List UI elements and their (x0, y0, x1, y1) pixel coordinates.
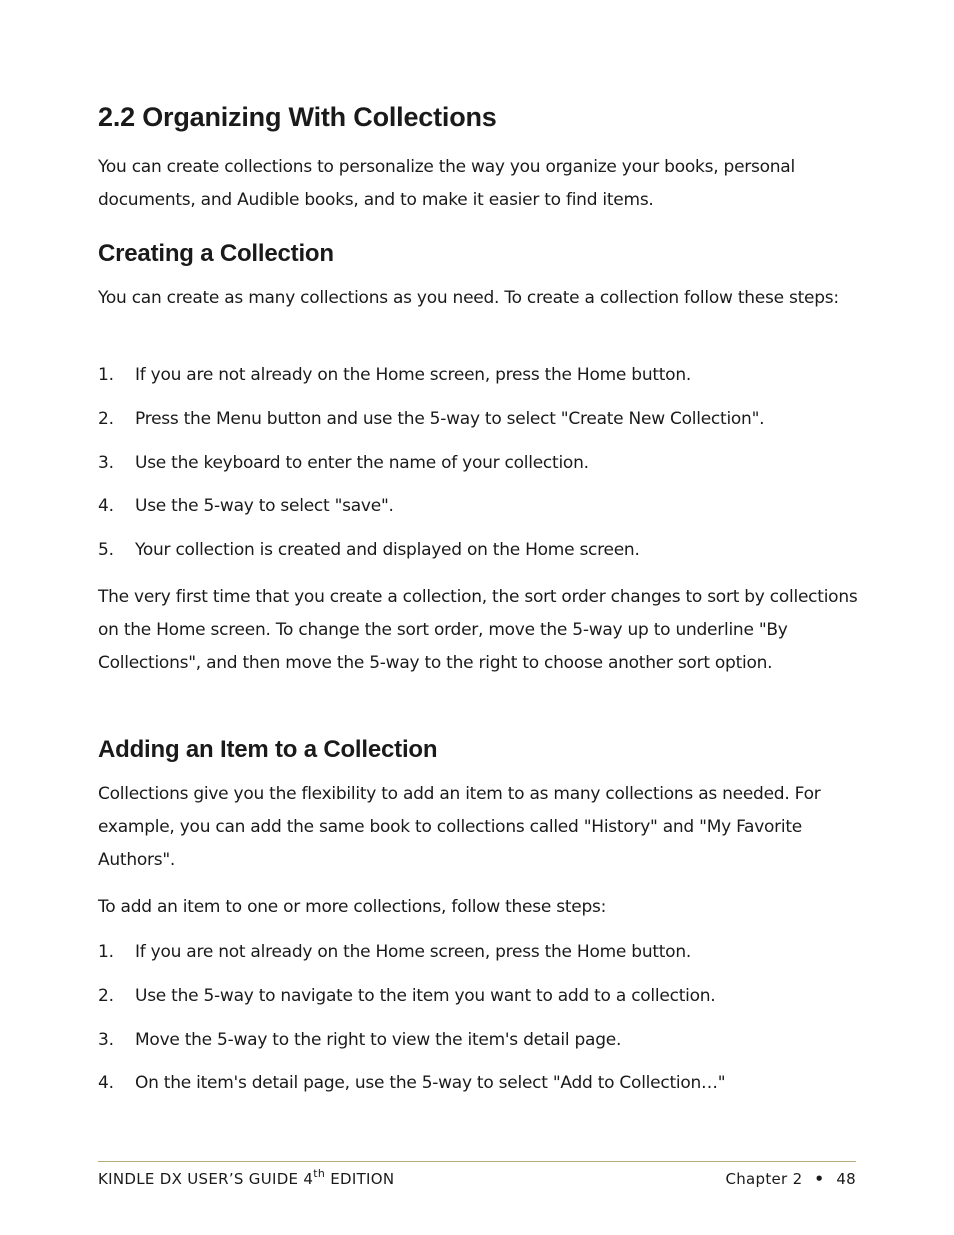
step-number: 4. (98, 1073, 114, 1093)
step-number: 1. (98, 365, 114, 385)
guide-name: KINDLE DX USER’S GUIDE 4 (98, 1170, 314, 1188)
step-text: Use the 5-way to select "save". (135, 496, 394, 516)
step-text: Your collection is created and displayed on the Home screen. (135, 540, 640, 560)
step-number: 2. (98, 409, 114, 429)
footer-rule (98, 1161, 856, 1162)
section-intro: You can create collections to personalize the way you organize your books, personal documents, and Audible books, and to make it easier to find items. (98, 157, 795, 210)
separator-dot: • (814, 1170, 825, 1188)
edition-label: EDITION (325, 1170, 395, 1188)
step-text: If you are not already on the Home screen, press the Home button. (135, 365, 691, 385)
footer-guide-title (98, 1167, 395, 1188)
step-number: 2. (98, 986, 114, 1006)
step-number: 1. (98, 942, 114, 962)
step-number: 3. (98, 1030, 114, 1050)
creating-intro: You can create as many collections as you need. To create a collection follow these steps: (98, 288, 839, 308)
edition-suffix: th (313, 1167, 326, 1180)
step-number: 4. (98, 496, 114, 516)
chapter-label: Chapter 2 (725, 1170, 803, 1188)
step-text: On the item's detail page, use the 5-way to select "Add to Collection…" (135, 1073, 726, 1093)
sort-order-note: The very first time that you create a collection, the sort order changes to sort by collections on the Home screen. To change the sort order, move the 5-way up to underline "By Collections", and then move the 5-way to the right to choose another sort option. (98, 587, 858, 673)
footer-page-info (725, 1170, 856, 1188)
adding-lead: To add an item to one or more collections, follow these steps: (98, 897, 607, 917)
step-number: 5. (98, 540, 114, 560)
creating-heading: Creating a Collection (98, 240, 334, 267)
section-title: 2.2 Organizing With Collections (98, 102, 497, 132)
step-number: 3. (98, 453, 114, 473)
step-text: Use the 5-way to navigate to the item you want to add to a collection. (135, 986, 716, 1006)
adding-intro: Collections give you the flexibility to add an item to as many collections as needed. For example, you can add the same book to collections called "History" and "My Favorite Authors". (98, 784, 821, 870)
step-text: Use the keyboard to enter the name of your collection. (135, 453, 589, 473)
step-text: Press the Menu button and use the 5-way to select "Create New Collection". (135, 409, 765, 429)
step-text: Move the 5-way to the right to view the item's detail page. (135, 1030, 622, 1050)
step-text: If you are not already on the Home screen, press the Home button. (135, 942, 691, 962)
page-number: 48 (836, 1170, 856, 1188)
adding-heading: Adding an Item to a Collection (98, 736, 438, 763)
